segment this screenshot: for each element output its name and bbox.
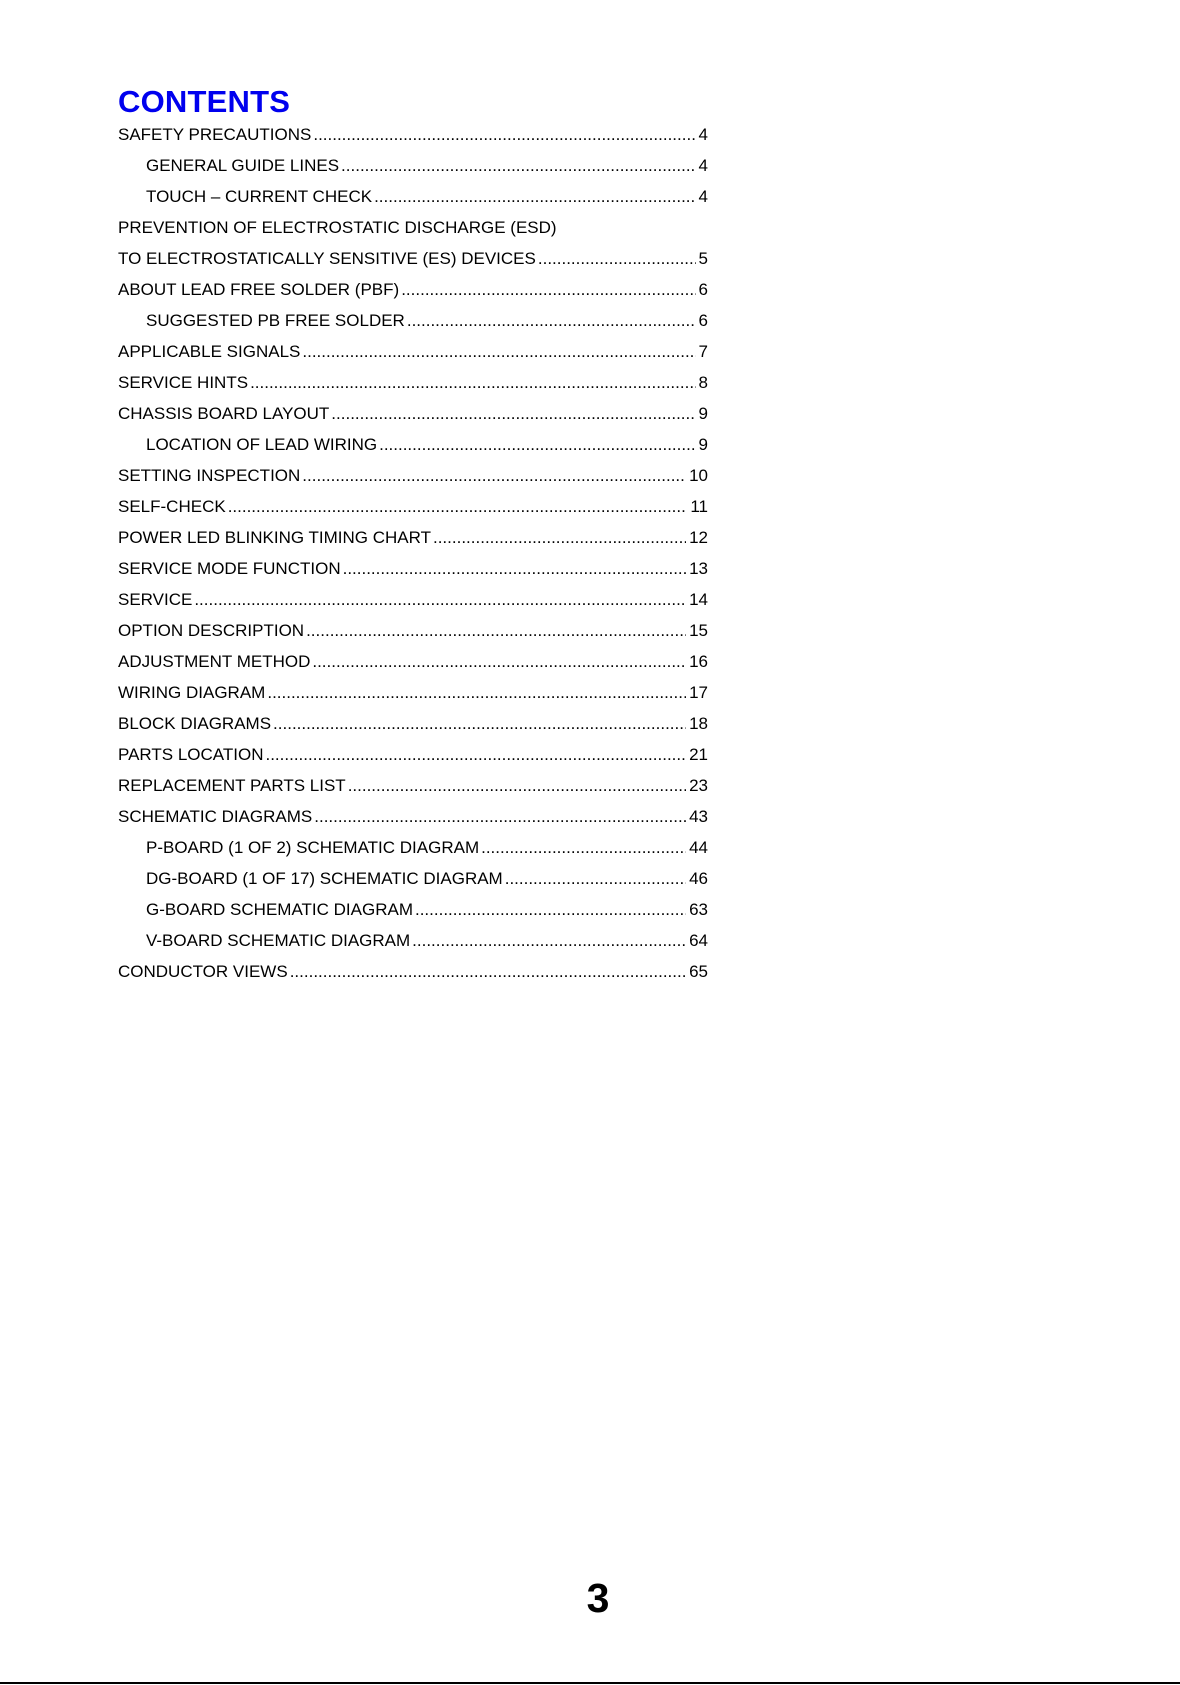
- toc-entry-page: 23: [689, 776, 708, 795]
- page-title: CONTENTS: [118, 84, 291, 119]
- toc-entry-label: POWER LED BLINKING TIMING CHART: [118, 528, 431, 547]
- toc-entry-label: CHASSIS BOARD LAYOUT: [118, 404, 330, 423]
- toc-leader-dots: [401, 274, 695, 305]
- toc-entry-label: SCHEMATIC DIAGRAMS: [118, 807, 313, 826]
- toc-leader-dots: [343, 553, 686, 584]
- page-number: 3: [586, 1575, 610, 1621]
- toc-entry-label: CONDUCTOR VIEWS: [118, 962, 288, 981]
- toc-leader-dots: [313, 119, 695, 150]
- toc-entry-label: LOCATION OF LEAD WIRING: [146, 435, 378, 454]
- toc-entry-page: 5: [698, 249, 708, 268]
- toc-entry-page: 43: [689, 807, 708, 826]
- toc-leader-dots: [415, 894, 686, 925]
- toc-leader-dots: [228, 491, 688, 522]
- toc-entry-page: 12: [689, 528, 708, 547]
- toc-entry-label: PARTS LOCATION: [118, 745, 264, 764]
- toc-leader-dots: [379, 429, 695, 460]
- toc-entry[interactable]: [118, 832, 708, 863]
- toc-leader-dots: [538, 243, 696, 274]
- toc-entry-label: GENERAL GUIDE LINES: [146, 156, 340, 175]
- toc-leader-dots: [273, 708, 686, 739]
- toc-leader-dots: [314, 801, 686, 832]
- toc-entry[interactable]: [118, 770, 708, 801]
- toc-entry-label: WIRING DIAGRAM: [118, 683, 266, 702]
- toc-leader-dots: [348, 770, 686, 801]
- toc-entry-page: 18: [689, 714, 708, 733]
- table-of-contents: [118, 119, 708, 987]
- toc-entry[interactable]: [118, 367, 708, 398]
- toc-entry-label: SERVICE MODE FUNCTION: [118, 559, 341, 578]
- toc-entry-page: 4: [698, 125, 708, 144]
- toc-entry-page: 13: [689, 559, 708, 578]
- toc-entry[interactable]: [118, 243, 708, 274]
- toc-entry[interactable]: [118, 212, 708, 243]
- toc-entry[interactable]: [118, 305, 708, 336]
- toc-entry-page: 4: [698, 187, 708, 206]
- toc-entry[interactable]: [118, 119, 708, 150]
- toc-entry-page: 9: [698, 435, 708, 454]
- toc-entry-page: 21: [689, 745, 708, 764]
- toc-entry-page: 11: [690, 497, 708, 516]
- toc-entry-label: SETTING INSPECTION: [118, 466, 301, 485]
- toc-entry[interactable]: [118, 801, 708, 832]
- toc-entry[interactable]: [118, 584, 708, 615]
- toc-leader-dots: [481, 832, 686, 863]
- toc-entry-page: 6: [698, 311, 708, 330]
- toc-entry-label: ABOUT LEAD FREE SOLDER (PBF): [118, 280, 400, 299]
- toc-entry[interactable]: [118, 894, 708, 925]
- toc-entry-label: SERVICE: [118, 590, 193, 609]
- toc-entry-page: 64: [689, 931, 708, 950]
- toc-leader-dots: [194, 584, 686, 615]
- toc-entry[interactable]: [118, 398, 708, 429]
- toc-entry-page: 6: [698, 280, 708, 299]
- toc-entry[interactable]: [118, 863, 708, 894]
- toc-entry-page: 65: [689, 962, 708, 981]
- toc-entry-page: 8: [698, 373, 708, 392]
- toc-leader-dots: [407, 305, 696, 336]
- toc-entry[interactable]: [118, 491, 708, 522]
- toc-leader-dots: [302, 460, 686, 491]
- toc-entry-label: PREVENTION OF ELECTROSTATIC DISCHARGE (ESD): [118, 218, 557, 237]
- toc-leader-dots: [302, 336, 695, 367]
- toc-leader-dots: [412, 925, 686, 956]
- toc-leader-dots: [265, 739, 686, 770]
- toc-leader-dots: [374, 181, 695, 212]
- toc-leader-dots: [306, 615, 686, 646]
- toc-entry-label: SERVICE HINTS: [118, 373, 249, 392]
- toc-entry[interactable]: [118, 429, 708, 460]
- toc-entry-label: ADJUSTMENT METHOD: [118, 652, 311, 671]
- toc-entry[interactable]: [118, 925, 708, 956]
- toc-entry[interactable]: [118, 708, 708, 739]
- toc-entry[interactable]: [118, 274, 708, 305]
- toc-entry[interactable]: [118, 522, 708, 553]
- toc-leader-dots: [505, 863, 686, 894]
- toc-entry[interactable]: [118, 956, 708, 987]
- toc-entry-page: 10: [689, 466, 708, 485]
- toc-entry[interactable]: [118, 739, 708, 770]
- toc-entry-label: REPLACEMENT PARTS LIST: [118, 776, 346, 795]
- toc-entry-label: SAFETY PRECAUTIONS: [118, 125, 312, 144]
- toc-leader-dots: [267, 677, 686, 708]
- toc-entry[interactable]: [118, 150, 708, 181]
- toc-leader-dots: [341, 150, 695, 181]
- toc-entry-page: 44: [689, 838, 708, 857]
- toc-entry-label: TO ELECTROSTATICALLY SENSITIVE (ES) DEVICES: [118, 249, 536, 268]
- toc-entry-page: 4: [698, 156, 708, 175]
- toc-entry-page: 15: [689, 621, 708, 640]
- toc-entry-label: P-BOARD (1 OF 2) SCHEMATIC DIAGRAM: [146, 838, 480, 857]
- toc-leader-dots: [290, 956, 686, 987]
- toc-entry-label: V-BOARD SCHEMATIC DIAGRAM: [146, 931, 411, 950]
- toc-entry-page: 63: [689, 900, 708, 919]
- toc-entry[interactable]: [118, 553, 708, 584]
- toc-entry-label: BLOCK DIAGRAMS: [118, 714, 272, 733]
- toc-entry-label: TOUCH – CURRENT CHECK: [146, 187, 373, 206]
- toc-entry[interactable]: [118, 677, 708, 708]
- toc-entry-label: OPTION DESCRIPTION: [118, 621, 305, 640]
- toc-entry[interactable]: [118, 646, 708, 677]
- toc-entry-page: 14: [689, 590, 708, 609]
- toc-entry-label: SELF-CHECK: [118, 497, 226, 516]
- toc-entry-label: SUGGESTED PB FREE SOLDER: [146, 311, 405, 330]
- toc-entry-label: G-BOARD SCHEMATIC DIAGRAM: [146, 900, 413, 919]
- toc-entry-page: 9: [698, 404, 708, 423]
- toc-entry-page: 7: [698, 342, 708, 361]
- toc-entry-label: DG-BOARD (1 OF 17) SCHEMATIC DIAGRAM: [146, 869, 503, 888]
- toc-leader-dots: [331, 398, 695, 429]
- toc-leader-dots: [312, 646, 686, 677]
- toc-entry-label: APPLICABLE SIGNALS: [118, 342, 301, 361]
- toc-entry[interactable]: [118, 615, 708, 646]
- toc-entry-page: 17: [689, 683, 708, 702]
- toc-leader-dots: [433, 522, 686, 553]
- bottom-rule: [0, 1682, 1180, 1684]
- toc-leader-dots: [250, 367, 695, 398]
- toc-entry[interactable]: [118, 181, 708, 212]
- toc-entry-page: 16: [689, 652, 708, 671]
- toc-entry[interactable]: [118, 336, 708, 367]
- toc-entry[interactable]: [118, 460, 708, 491]
- toc-entry-page: 46: [689, 869, 708, 888]
